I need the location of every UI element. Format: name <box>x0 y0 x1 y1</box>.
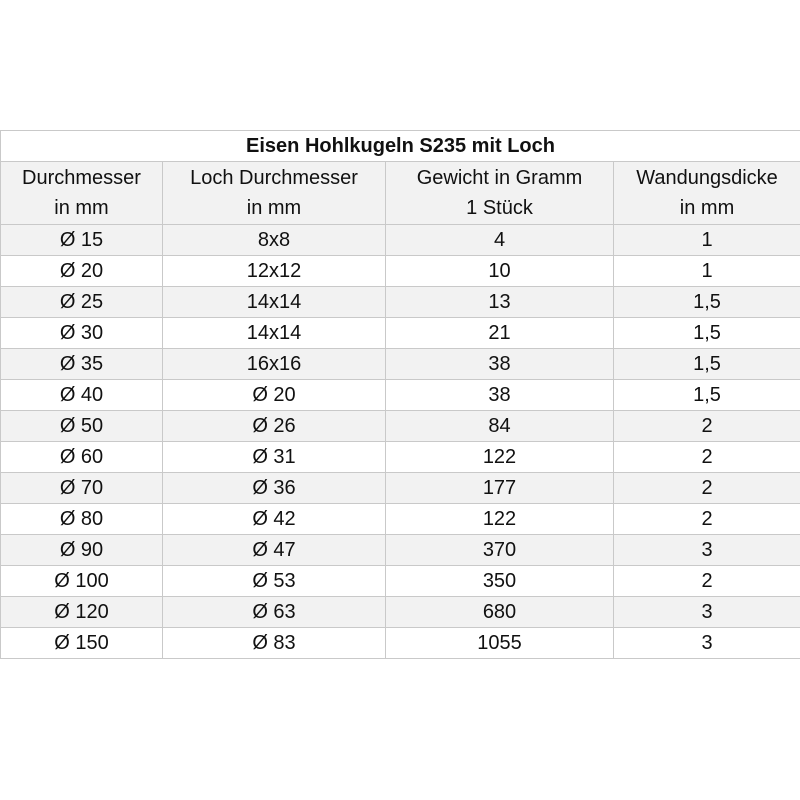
wall-thickness-cell: 3 <box>614 628 800 659</box>
weight-cell: 370 <box>386 535 614 566</box>
table-row <box>1 597 800 628</box>
header-line: in mm <box>54 197 109 219</box>
table-row <box>1 256 800 287</box>
header-wall-thickness <box>614 162 800 225</box>
spec-table <box>0 130 800 659</box>
header-line: Durchmesser <box>22 167 141 189</box>
wall-thickness-cell: 3 <box>614 535 800 566</box>
diameter-cell: Ø 20 <box>1 256 163 287</box>
weight-cell: 21 <box>386 318 614 349</box>
table-row <box>1 504 800 535</box>
hole-diameter-cell: Ø 53 <box>163 566 386 597</box>
diameter-cell: Ø 90 <box>1 535 163 566</box>
table-row <box>1 318 800 349</box>
wall-thickness-cell: 2 <box>614 566 800 597</box>
diameter-cell: Ø 150 <box>1 628 163 659</box>
table-row <box>1 535 800 566</box>
diameter-cell: Ø 25 <box>1 287 163 318</box>
header-hole-diameter <box>163 162 386 225</box>
table-row <box>1 566 800 597</box>
header-weight <box>386 162 614 225</box>
table-row <box>1 225 800 256</box>
wall-thickness-cell: 1,5 <box>614 318 800 349</box>
hole-diameter-cell: Ø 36 <box>163 473 386 504</box>
table-title: Eisen Hohlkugeln S235 mit Loch <box>1 131 800 162</box>
weight-cell: 122 <box>386 504 614 535</box>
hole-diameter-cell: Ø 83 <box>163 628 386 659</box>
header-diameter <box>1 162 163 225</box>
table-row <box>1 287 800 318</box>
weight-cell: 4 <box>386 225 614 256</box>
weight-cell: 84 <box>386 411 614 442</box>
hole-diameter-cell: Ø 63 <box>163 597 386 628</box>
weight-cell: 38 <box>386 380 614 411</box>
diameter-cell: Ø 15 <box>1 225 163 256</box>
wall-thickness-cell: 2 <box>614 473 800 504</box>
header-line: 1 Stück <box>466 197 533 219</box>
wall-thickness-cell: 2 <box>614 411 800 442</box>
diameter-cell: Ø 40 <box>1 380 163 411</box>
wall-thickness-cell: 2 <box>614 442 800 473</box>
diameter-cell: Ø 80 <box>1 504 163 535</box>
hole-diameter-cell: 14x14 <box>163 318 386 349</box>
wall-thickness-cell: 1,5 <box>614 380 800 411</box>
weight-cell: 177 <box>386 473 614 504</box>
header-row <box>1 162 800 225</box>
table-row <box>1 411 800 442</box>
table-row <box>1 442 800 473</box>
weight-cell: 1055 <box>386 628 614 659</box>
weight-cell: 38 <box>386 349 614 380</box>
header-line: Gewicht in Gramm <box>416 167 583 189</box>
hole-diameter-cell: Ø 26 <box>163 411 386 442</box>
diameter-cell: Ø 35 <box>1 349 163 380</box>
weight-cell: 10 <box>386 256 614 287</box>
wall-thickness-cell: 3 <box>614 597 800 628</box>
header-line: Loch Durchmesser <box>190 167 358 189</box>
weight-cell: 13 <box>386 287 614 318</box>
diameter-cell: Ø 100 <box>1 566 163 597</box>
hole-diameter-cell: 12x12 <box>163 256 386 287</box>
weight-cell: 122 <box>386 442 614 473</box>
hole-diameter-cell: 8x8 <box>163 225 386 256</box>
title-row <box>1 131 800 162</box>
diameter-cell: Ø 120 <box>1 597 163 628</box>
wall-thickness-cell: 1 <box>614 256 800 287</box>
wall-thickness-cell: 2 <box>614 504 800 535</box>
header-line: in mm <box>246 197 302 219</box>
weight-cell: 350 <box>386 566 614 597</box>
table-row <box>1 628 800 659</box>
diameter-cell: Ø 30 <box>1 318 163 349</box>
wall-thickness-cell: 1,5 <box>614 287 800 318</box>
hole-diameter-cell: Ø 42 <box>163 504 386 535</box>
hole-diameter-cell: Ø 20 <box>163 380 386 411</box>
hole-diameter-cell: Ø 47 <box>163 535 386 566</box>
diameter-cell: Ø 50 <box>1 411 163 442</box>
diameter-cell: Ø 60 <box>1 442 163 473</box>
wall-thickness-cell: 1 <box>614 225 800 256</box>
wall-thickness-cell: 1,5 <box>614 349 800 380</box>
table-row <box>1 380 800 411</box>
weight-cell: 680 <box>386 597 614 628</box>
table-body <box>1 225 800 659</box>
header-line: in mm <box>679 197 735 219</box>
table-row <box>1 349 800 380</box>
header-line: Wandungsdicke <box>636 167 778 189</box>
hole-diameter-cell: 14x14 <box>163 287 386 318</box>
table-row <box>1 473 800 504</box>
hole-diameter-cell: 16x16 <box>163 349 386 380</box>
diameter-cell: Ø 70 <box>1 473 163 504</box>
hole-diameter-cell: Ø 31 <box>163 442 386 473</box>
